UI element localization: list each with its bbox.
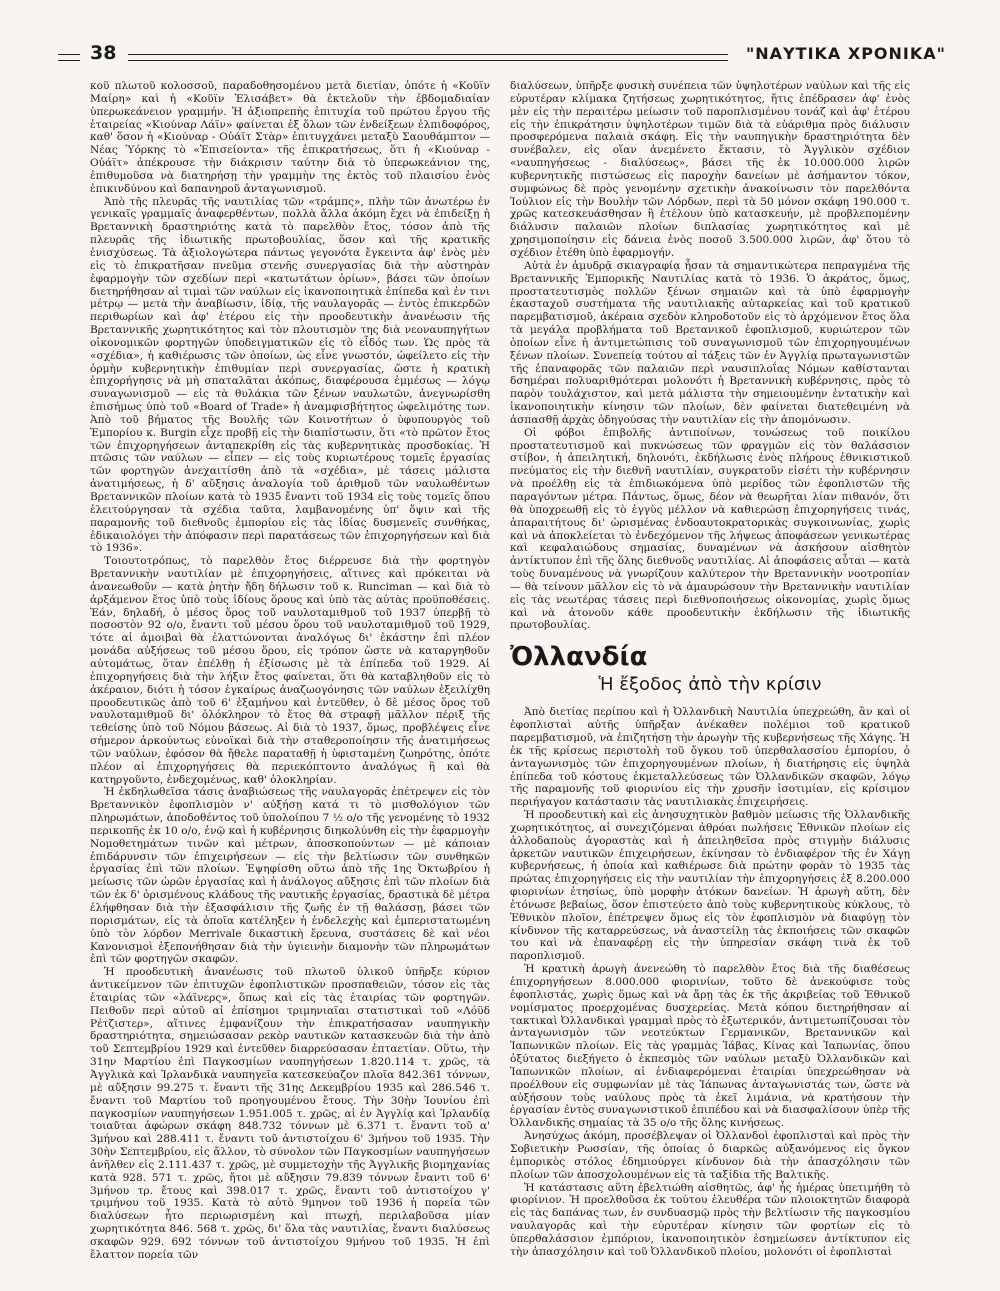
paragraph: Οἱ φόβοι ἐπιβολῆς ἀντιποίνων, τονώσεως τοῦ ποικίλου προστατευτισμοῦ καὶ πυκνώσεως τῶν φραγμῶν εἰς τὸν θαλάσσιον στίβον, ἡ ἀπειλητική, δηλονότι, ἐκδήλωσις ἑνὸς πλήρους ἐθνικιστικοῦ πνεύματος εἰς τὴν διεθνῆ ναυτιλίαν, συγκρατοῦν εἰσέτι τὴν κυβέρνησιν νὰ προέλθῃ εἰς τὰ ἐπιδιωκόμενα ὑπὸ μερίδος τῶν ἐφοπλιστῶν τῆς παραγόντων μέτρα. Πάντως, ὅμως, δέον νὰ θεωρῆται λίαν πιθανόν, ὅτι θὰ ὑποχρεωθῇ εἰς τὸ ἐγγὺς μέλλον νὰ καθιερώσῃ ἐπιχορηγήσεις τινάς, ἀπαραιτήτους δι' ὡρισμένας ἐνδοαυτοκρατορικὰς συγκοινωνίας, χωρὶς καὶ νὰ ἀποκλείεται τὸ ἐνδεχόμενον τῆς λήψεως ἀποφάσεων γενικωτέρας καὶ κεφαλαιώδους σημασίας, δυναμένων νὰ ἀσκήσουν αἰσθητὸν ἀντίκτυπον ἐπὶ τῆς ὅλης διεθνοῦς ναυτιλίας. Αἱ ἀποφάσεις αὗται — κατὰ τοὺς δυναμένους νὰ γνωρίζουν καλύτερον τὴν Βρεταννικὴν νοοτροπίαν — θὰ τείνουν μᾶλλον εἰς τὸ νὰ ἀμαυρώσουν τὴν Βρεταννικὴν ναυτιλίαν εἰς τὰς νεωτέρας τάσεις περὶ διεθνοποιήσεως οἰκονομίας, χωρὶς ὅμως καὶ νὰ ἀτονοῦν κάθε προοδευτικὴν ἐκδήλωσιν τῆς ἰδιωτικῆς πρωτοβουλίας. (510, 426, 910, 632)
page-number: 38 (90, 42, 117, 64)
paragraph: Ἡ κατάστασις αὕτη ἐβελτιώθη αἰσθητῶς, ἀφ' ἧς ἡμέρας ὑπετιμήθη τὸ φιορίνιον. Ἡ προελθοῦσα ἐκ τούτου ἐλευθέρα τῶν πλοιοκτητῶν διαφορὰ εἰς τὰς δαπάνας των, ἐν συνδυασμῷ πρὸς τὴν βελτίωσιν τῆς παγκοσμίου ναυλαγορᾶς καὶ τὴν εὐρυτέραν κίνησιν τῶν φορτίων εἰς τὸ ὑπερθαλάσσιον ἐμπόριον, ἱκανοποιητικὸν ἐσημείωσεν ἀντίκτυπον εἰς τὴν ἀπασχόλησιν καὶ τοῦ Ὀλλανδικοῦ πλοίου, μολονότι οἱ ἐφοπλισταὶ (510, 1181, 910, 1258)
section-subtitle: Ἡ ἔξοδος ἀπὸ τὴν κρίσιν (598, 674, 822, 696)
left-column (90, 80, 490, 1280)
paragraph: Ἀπὸ τῆς πλευρᾶς τῆς ναυτιλίας τῶν «τράμπς», πλὴν τῶν ἀνωτέρω ἐν γενικαῖς γραμμαῖς ἀναφερθέντων, πολλὰ ἄλλα ἀκόμη ἔχει νὰ ἐπιδείξῃ ἡ Βρεταννικὴ δραστηριότης κατὰ τὸ παρελθὸν ἔτος, τόσον ἀπὸ τῆς πλευρᾶς τῆς ἰδιωτικῆς πρωτοβουλίας, ὅσον καὶ τῆς κρατικῆς ἐνισχύσεως. Τὰ ἀξιολογώτερα πάντως γεγονότα ἔγκειντα ἀφ' ἑνὸς μὲν εἰς τὸ ἐπικρατῆσαν πνεῦμα στενῆς συνεργασίας διὰ τὴν αὐστηρὰν ἐφαρμογὴν τῶν σχεδίων περὶ «κατωτάτων ὁρίων», βάσει τῶν ὁποίων διετηρήθησαν αἱ τιμαὶ τῶν ναύλων εἰς ἱκανοποιητικὰ ἐπίπεδα καὶ ἐν τινι μέτρῳ — μετὰ τὴν ἀναβίωσιν, ἰδίᾳ, τῆς ναυλαγορᾶς — ἐντὸς ἐπικερδῶν περιθωρίων καὶ ἀφ' ἑτέρου εἰς τὴν προοδευτικὴν ἀνανέωσιν τῆς Βρεταννικῆς χωρητικότητος καὶ τὸν πλουτισμὸν της διὰ νεοναυπηγήτων οἰκονομικῶν φορτηγῶν ὑποδειγματικῶν εἰς τὸ εἶδός των. Ὡς πρὸς τὰ «σχέδια», ἡ καθιέρωσις τῶν ὁποίων, ὡς εἶνε γνωστόν, ὠφείλετο εἰς τὴν ὁρμὴν κυβερνητικὴν ἐπιθυμίαν περὶ συνεργασίας, ὥστε ἡ κρατικὴ ἐπιχορήγησις νὰ μὴ σπαταλᾶται ἀκόπως, διαφέρουσα ἐμμέσως — λόγῳ συναγωνισμοῦ — εἰς τὰ θυλάκια τῶν ξένων ναυλωτῶν, ἀνεγνωρίσθη ἐπισήμως ὑπὸ τοῦ «Board of Trade» ἡ ἀναμφισβήτητος ὠφελιμότης των. Ἀπὸ τοῦ βήματος τῆς Βουλῆς τῶν Κοινοτήτων ὁ ὑφυπουργὸς τοῦ Ἐμπορίου κ. Burgin εἶχε προβῇ εἰς τὴν διαπίστωσιν, ὅτι «τὸ πρῶτον ἔτος τῶν ἐπιχορηγήσεων ἀνταπεκρίθη εἰς τὰς κυβερνητικὰς προσδοκίας. Ἡ πτῶσις τῶν ναύλων — εἶπεν — εἰς τοὺς κυριωτέρους τομεῖς ἐργασίας τῶν φορτηγῶν ἀνεχαιτίσθη ἀπὸ τὰ «σχέδια», μὲ τάσεις μάλιστα ἀνατιμήσεως, ἡ δ' αὔξησις ἀναλογία τοῦ ἀριθμοῦ τῶν ναυλωθέντων Βρεταννικῶν πλοίων κατὰ τὸ 1935 ἔναντι τοῦ 1934 εἰς τοὺς τομεῖς ὅπου ἐλειτούργησαν τὰ σχέδια ταῦτα, λαμβανομένης ὑπ' ὄψιν καὶ τῆς παραμονῆς τοῦ διεθνοῦς ἐμπορίου εἰς τὰς ἰδίας δυσμενεῖς συνθήκας, ἐδικαιολόγει τὴν ἀπόφασιν περὶ παρατάσεως τῶν ἐπιχορηγήσεων καὶ διὰ τὸ 1936». (90, 195, 490, 555)
page-header (58, 44, 946, 68)
paragraph: Αὐτὰ ἐν ἀμυδρᾷ σκιαγραφίᾳ ἦσαν τὰ σημαντικώτερα πεπραγμένα τῆς Βρεταννικῆς Ἐμπορικῆς Ναυτιλίας κατὰ τὸ 1936. Ὁ ἀκράτος, ὅμως, προστατευτισμὸς πολλῶν ξένων σημαιῶν καὶ τὰ ὑπὸ ἐφαρμογὴν ἑκασταχοῦ συστήματα τῆς ναυτιλιακῆς αὐταρκείας καὶ τοῦ κρατικοῦ παρεμβατισμοῦ, ἀκέραια σχεδὸν κληροδοτοῦν εἰς τὸ ἀρχόμενον ἔτος ὅλα τὰ μεγάλα προβλήματα τοῦ Βρετανικοῦ ἐφοπλισμοῦ, κυριώτερον τῶν ὁποίων εἶνε ἡ ἀντιμετώπισις τοῦ συναγωνισμοῦ τῶν ἐπιχορηγουμένων ξένων πλοίων. Συνεπείᾳ τούτου αἱ τάξεις τῶν ἐν Ἀγγλίᾳ πρωταγωνιστῶν τῆς ἐπαναφορᾶς τῶν παλαιῶν περὶ ναυσιπλοΐας Νόμων καθίστανται δσημέραι πολυαριθμότεραι μολονότι ἡ Βρεταννικὴ κυβέρνησις, πρὸς τὸ παρὸν τουλάχιστον, καὶ μετὰ μάλιστα τὴν σημειουμένην ἐντατικὴν καὶ ἱκανοποιητικὴν κίνησιν τῶν πλοίων, δὲν φαίνεται διατεθειμένη νὰ ἀσπασθῇ ἀρχὰς ὁδηγούσας τὴν ναυτιλίαν εἰς τὴν ἀπομόνωσιν. (510, 259, 910, 426)
right-column (510, 80, 910, 1280)
paragraph: διαλύσεων, ὑπῆρξε φυσικὴ συνέπεια τῶν ὑψηλοτέρων ναύλων καὶ τῆς εἰς εὐρυτέραν κλίμακα ζητήσεως χωρητικότητος, ἥτις ἐπέδρασεν ἀφ' ἑνὸς μὲν εἰς τὴν περαιτέρω μείωσιν τοῦ παροπλισμένου τονάζ καὶ ἀφ' ἑτέρου εἰς τὴν ἐπικράτησιν ὑψηλοτέρων τιμῶν διὰ τὰ εὐάριθμα πρὸς διάλυσιν προσφερόμενα παλαιὰ σκάφη. Εἰς τὴν ναυπηγικὴν δραστηριότητα δὲν συνέβαλεν, εἰς οἵαν ἀνεμένετο ἔκτασιν, τὸ Ἀγγλικὸν σχέδιον «ναυπηγήσεως - διαλύσεως», βάσει τῆς ἐκ 10.000.000 λιρῶν κυβερνητικῆς πιστώσεως εἰς παροχὴν δανείων μὲ ἀσήμαντον τόκον, συμφώνως δὲ πρὸς γενομένην σχετικὴν ἀνακοίνωσιν τὸν παρελθόντα Ἰούλιον εἰς τὴν Βουλὴν τῶν Λόρδων, περὶ τὰ 50 μόνον σκάφη 190.000 τ. χρῶς κατεσκευάσθησαν ἢ ἐτέλουν ὑπὸ κατασκευήν, μὲ προβλεπομένην διάλυσιν παλαιῶν πλοίων διπλασίας χωρητικότητος καὶ μὲ χρησιμοποίησιν εἰς δάνεια ἑνὸς ποσοῦ 3.500.000 λιρῶν, ἀφ' ὅτου τὸ σχέδιον ἐτέθη ὑπὸ ἐφαρμογήν. (510, 80, 910, 259)
paragraph: Τοιουτοτρόπως, τὸ παρελθὸν ἔτος διέρρευσε διὰ τὴν φορτηγὸν Βρεταννικὴν ναυτιλίαν μὲ ἐπιχορηγήσεις, αἵτινες καὶ πρόκειται νὰ ἀνανεωθοῦν — κατὰ ῥητὴν ἤδη δήλωσιν τοῦ κ. Runciman — καὶ διὰ τὸ ἀρξάμενον ἔτος ὑπὸ τοὺς ἰδίους ὅρους καὶ ὑπὸ τὰς αὐτὰς προϋποθέσεις. Ἐάν, δηλαδή, ὁ μέσος ὅρος τοῦ ναυλοταμιθμοῦ τοῦ 1937 ὑπερβῇ τὸ ποσοστὸν 92 ο/ο, ἔναντι τοῦ μέσου ὅρου τοῦ ναυλοταμιθμοῦ τοῦ 1929, τότε αἱ ἀμοιβαὶ θὰ ἐλαττώνονται ἀναλόγως δι' ἑκάστην ἐπὶ πλέον μονάδα αὐξήσεως τοῦ μέσου ὅρου, εἰς τρόπον ὥστε νὰ καταργηθοῦν αὐτομάτως, ὅταν ἐπέλθῃ ἡ ἐξίσωσις μὲ τὰ ἐπίπεδα τοῦ 1929. Αἱ ἐπιχορηγήσεις διὰ τὴν λήξιν ἔτος φαίνεται, ὅτι θὰ καταβληθοῦν εἰς τὸ ἀκέραιον, διότι ἡ τόσον ἐγκαίρως ἀναζωογόνησις τῶν ναύλων ἐξειλίχθη προοδευτικῶς ἀπὸ τοῦ 6' ἑξαμήνου καὶ ἐντεῦθεν, ὁ δὲ μέσος ὅρος τοῦ ναυλοταμιθμοῦ δι' ὁλόκληρον τὸ ἔτος θὰ στραφῇ μᾶλλον πέριξ τῆς τεθείσης ὑπὸ τοῦ Νόμου βάσεως. Αἱ διὰ τὸ 1937, ὅμως, προβλέψεις εἶνε σήμερον ἀρκούντως εὐνοϊκαὶ διὰ τὴν σταθεροποίησιν τῆς ἀνατιμήσεως τῶν ναύλων, ἐφόσον θὰ ἤθελε παραταθῇ ἡ ὑφισταμένη ζωηρότης, ὁπότε πλέον αἱ ἐπιχορηγήσεις θὰ περιεκόπτοντο ἀναλόγως ἢ καὶ θὰ κατηργοῦντο, ἐνδεχομένως, καθ' ὁλοκληρίαν. (90, 555, 490, 786)
paragraph: Ἀνησύχως ἀκόμη, προσέβλεψαν οἱ Ὀλλανδοὶ ἐφοπλισταὶ καὶ πρὸς τὴν Σοβιετικὴν Ρωσσίαν, τῆς ὁποίας ὁ διαρκῶς αὐξανόμενος εἰς ὄγκον ἐμπορικὸς στόλος ἐδημιούργει κίνδυνον διὰ τὴν ἀπασχόλησιν τῶν πλοίων τῶν ἀποσχολουμένων εἰς τὰ ταξίδια τῆς Βαλτικῆς. (510, 1130, 910, 1181)
paragraph: Ἡ προοδευτικὴ καὶ εἰς ἀνησυχητικὸν βαθμὸν μείωσις τῆς Ὀλλανδικῆς χωρητικότητος, αἱ συνεχιζόμεναι ἀθρόαι πωλήσεις Ἐθνικῶν πλοίων εἰς ἀλλοδαποὺς ἀγοραστὰς καὶ ἡ ἀπειληθεῖσα πρὸς στιγμὴν διάλυσις ἀρκετῶν ναυτικῶν ἐπιχειρήσεων, ἐκίνησαν τὸ ἐνδιαφέρον τῆς ἐν Χάγῃ κυβερνήσεως, ἡ ὁποία καὶ καθιέρωσε διὰ πρώτην φορὰν τὸ 1935 τὰς πρώτας ἐπιχορηγήσεις εἰς τὴν ναυτιλίαν τὴν ἐπιχορηγήσεις ἐξ 8.200.000 φιορινίων ἐτησίως, ὑπὸ μορφὴν ἀτόκων δανείων. Ἡ ἀρωγὴ αὕτη, δὲν ἐτόνωσε βεβαίως, ὅσον ἐπιστεύετο ἀπὸ τοὺς κυβερνητικοὺς κύκλους, τὸ Ἐθνικὸν πλοῖον, ἐπέτρεψεν ὅμως εἰς τὸν ἐφοπλισμὸν νὰ διαφύγῃ τὸν κίνδυνον τῆς καταρρεύσεως, νὰ ἀναστείλῃ τὰς ἐκποιήσεις τῶν σκαφῶν του καὶ νὰ ἐπαναφέρῃ εἰς τὴν ὑπηρεσίαν σκάφη τινὰ ἐκ τοῦ παροπλισμοῦ. (510, 809, 910, 963)
header-rule-right (128, 54, 728, 61)
magazine-title: "ΝΑΥΤΙΚΑ ΧΡΟΝΙΚΑ" (745, 44, 946, 63)
paragraph: Ἡ προοδευτικὴ ἀνανέωσις τοῦ πλωτοῦ ὑλικοῦ ὑπῆρξε κύριον ἀντικείμενον τῶν ἐπιτυχῶν ἐφοπλιστικῶν προσπαθειῶν, τόσον εἰς τὰς ἑταιρίας τῶν «λάϊνερς», ὅπως καὶ εἰς τὰς ἑταιρίας τῶν φορτηγῶν. Πειθοῦν περὶ αὐτοῦ αἱ ἐπίσημοι τριμηνιαῖαι στατιστικαὶ τοῦ «Λόϋδ Ρέτζιστερ», αἵτινες ἐμφανίζουν τὴν ἐπικρατήσασαν ναυπηγικὴν δραστηριότητα, σημειώσασαν ρεκὸρ ναυτικῶν κατασκευῶν διὰ τὴν ἀπὸ τοῦ Σεπτεμβρίου 1929 καὶ ἐντεῦθεν διαρρεύσασαν ἑπταετίαν. Οὕτω, τὴν 31ην Μαρτίου ἐπὶ Παγκοσμίων ναυπηγήσεων 1.820.114 τ. χρῶς, τὰ Ἀγγλικὰ καὶ Ἰρλανδικὰ ναυπηγεῖα κατεσκεύαζον πλοῖα 842.361 τόννων, μὲ αὔξησιν 99.275 τ. ἔναντι τῆς 31ης Δεκεμβρίου 1935 καὶ 286.546 τ. ἔναντι τοῦ Μαρτίου τοῦ προηγουμένου ἔτους. Τὴν 30ὴν Ἰουνίου ἐπὶ παγκοσμίων ναυπηγήσεων 1.951.005 τ. χρῶς, αἱ ἐν Ἀγγλίᾳ καὶ Ἰρλανδίᾳ τοιαῦται ἀφώρων σκάφη 848.732 τόννων μὲ 6.371 τ. ἔναντι τοῦ α' 3μήνου καὶ 288.411 τ. ἔναντι τοῦ ἀντιστοίχου 6' 3μήνου τοῦ 1935. Τὴν 30ὴν Σεπτεμβρίου, εἰς ἄλλον, τὸ σύνολον τῶν Παγκοσμίων ναυπηγήσεων ἀνῆλθεν εἰς 2.111.437 τ. χρῶς, μὲ συμμετοχὴν τῆς Ἀγγλικῆς βιομηχανίας κατὰ 928. 571 τ. χρῶς, ἤτοι μὲ αὔξησιν 79.839 τόννων ἔναντι τοῦ 6' 3μήνου τρ. ἔτους καὶ 398.017 τ. χρῶς, ἔναντι τοῦ ἀντιστοίχου γ' τριμήνου τοῦ 1935. Κατὰ τὸ αὐτὸ 9μηνον τοῦ 1936 ἡ πορεία τῶν διαλύσεων ἦτο περιωρισμένη καὶ πτωχή, περιλαβοῦσα μίαν χωρητικότητα 846. 568 τ. χρῶς, δι' ὅλα τὰς ναυτιλίας, ἔναντι διαλύσεως σκαφῶν 929. 692 τόννων τοῦ ἀντιστοίχου 9μήνου τοῦ 1935. Ἡ ἐπὶ ἔλαττον πορεία τῶν (90, 966, 490, 1261)
header-rule-left (58, 54, 80, 61)
paragraph: Ἡ κρατικὴ ἀρωγὴ ἀνενεώθη τὸ παρελθὸν ἔτος διὰ τῆς διαθέσεως ἐπιχορηγήσεων 8.000.000 φιορινίων, τοῦτο δὲ ἀνεκούφισε τοὺς ἐφοπλιστάς, χωρὶς ὅμως καὶ νὰ ἄρῃ τὰς ἐκ τῆς ἀκριβείας τοῦ Ἐθνικοῦ νομίσματος προερχομένας δυσχερείας. Μετὰ κόπου διετηρήθησαν αἱ τακτικαὶ Ὀλλανδικαὶ γραμμαὶ πρὸς τὸ ἐξωτερικόν, ἀντιμετωπίζουσαι τὸν ἀνταγωνισμὸν τῶν νεοτεύκτων Γερμανικῶν, Βρεταννικῶν καὶ Ἰαπωνικῶν πλοίων. Εἰς τὰς γραμμὰς Ἰάβας, Κίνας καὶ Ἰαπωνίας, ὅπου ὀξύτατος διεξήγετο ὁ ἐκπεσμὸς τῶν ναύλων μεταξὺ Ὀλλανδικῶν καὶ Ἰαπωνικῶν πλοίων, αἱ ἐνδιαφερόμεναι ἑταιρίαι ὑπεχρεώθησαν νὰ προέλθουν εἰς συμφωνίαν μὲ τὰς Ἰάπωνας ἀνταγωνιστάς των, ὥστε νὰ αὐξήσουν τοὺς ναύλους πρὸς τὰ ἐκεῖ λιμάνια, νὰ κρατήσουν τὴν ἐργασίαν ἐντὸς συναγωνιστικοῦ ἐπιπέδου καὶ νὰ διασφαλίσουν ὑπὲρ τῆς Ὀλλανδικῆς σημαίας τὰ 35 ο/ο τῆς ὅλης κινήσεως. (510, 963, 910, 1130)
paragraph: Ἀπὸ διετίας περίπου καὶ ἡ Ὀλλανδικὴ Ναυτιλία ὑπεχρεώθη, ἂν καὶ οἱ ἐφοπλισταὶ αὐτῆς ὑπῆρξαν ἀνέκαθεν πολέμιοι τοῦ κρατικοῦ παρεμβατισμοῦ, νὰ ἐπιζητήσῃ τὴν ἀρωγὴν τῆς κυβερνήσεως τῆς Χάγης. Ἡ ἐκ τῆς κρίσεως περιστολὴ τοῦ ὄγκου τοῦ ὑπερθαλασσίου ἐμπορίου, ὁ ἀνταγωνισμὸς τῶν ἐπιχορηγουμένων πλοίων, ἡ διατήρησις εἰς ὑψηλὰ ἐπίπεδα τοῦ κόστους ἐκμεταλλεύσεως τῶν Ὀλλανδικῶν σκαφῶν, λόγῳ τῆς παραμονῆς τοῦ φιορινίου εἰς τὴν χρυσῆν ἰσοτιμίαν, εἰς κρίσιμον περιήγαγον κατάστασιν τὰς ναυτιλιακὰς ἐπιχειρήσεις. (510, 706, 910, 809)
paragraph: κοῦ πλωτοῦ κολοσσοῦ, παραδοθησομένου μετὰ διετίαν, ὁπότε ἡ «Κοῦϊν Μαίρη» καὶ ἡ «Κοῦϊν Ἐλισάβετ» θὰ ἐκτελοῦν τὴν ἐβδομαδιαίαν ὑπερωκεάνειον γραμμήν. Ἡ ἀξιοπρεπὴς ἐπιτυχία τοῦ πρώτου ἔργου τῆς ἑταιρείας «Κιούναρ Λάϊν» φαίνεται ἐξ ὅλων τῶν ἐνδείξεων ἐλπιδοφόρος, καθ' ὅσον ἡ «Κιούναρ - Οὐάϊτ Στὰρ» ἐπιτυγχάνει μεταξὺ Σαουθάμπτον — Νέας Ὑόρκης τὸ «Ἑπισείοντα» τῆς ἐπικρατήσεως, ὅτι ἡ «Κιούναρ - Οὐάϊτ» ἀπέκρουσε τὴν διάκρισιν ταύτην διὰ τὸ ὑπερωκεάνιον της, ἐπιθυμοῦσα νὰ διατηρήσῃ τὴν γραμμὴν της ἐκτὸς τοῦ πλαισίου ἑνὸς ἐπικινδύνου καὶ δαπανηροῦ ἀνταγωνισμοῦ. (90, 80, 490, 195)
paragraph: Ἡ ἐκδηλωθεῖσα τάσις ἀναβιώσεως τῆς ναυλαγορᾶς ἐπέτρεψεν εἰς τὸν Βρεταννικὸν ἐφοπλισμὸν ν' αὐξήσῃ κατά τι τὸ μισθολόγιον τῶν πληρωμάτων, ἀποδοθέντος τοῦ ὑπολοίπου 7 ½ ο/ο τῆς γενομένης τὸ 1932 περικοπῆς ἐκ 10 ο/ο, ἐνῷ καὶ ἡ κυβέρνησις διηκολύνθη εἰς τὴν ἐφαρμογὴν Νομοθετημάτων τινῶν καὶ μέτρων, ἀποσκοπούντων — μὲ κάποιαν ἐπιδάρυνσιν τῶν ἐπιχειρήσεων — εἰς τὴν βελτίωσιν τῶν συνθηκῶν ἐργασίας ἐπὶ τῶν πλοίων. Ἐψηφίσθη οὕτω ἀπὸ τῆς 1ης Ὀκτωβρίου ἡ μείωσις τῶν ὡρῶν ἐργασίας καὶ ἡ ἀνάλογος αὔξησις ἐπὶ τῶν πλοίων διὰ τῶν ἐκ δ' ὁρισμένους κλάδους τῆς ναυτικῆς ἐργασίας, δραστικὰ δὲ μέτρα ἐλήφθησαν διὰ τὴν ἐξασφάλισιν τῆς ζωῆς ἐν τῇ θαλάσσῃ, βάσει τῶν πορισμάτων, εἰς τὰ ὁποῖα κατέληξεν ἡ ἐνδελεχὴς καὶ ἐμπεριστατωμένη ὑπὸ τὸν λόρδον Merrivale δικαστικὴ ἔρευνα, συστάσεις δὲ καὶ νέοι Κανονισμοὶ ἐξεπονήθησαν διὰ τὴν ὑγιεινὴν διαμονὴν τῶν πληρωμάτων ἐπὶ τῶν φορτηγῶν σκαφῶν. (90, 786, 490, 966)
section-title: Ὀλλανδία (510, 642, 648, 673)
